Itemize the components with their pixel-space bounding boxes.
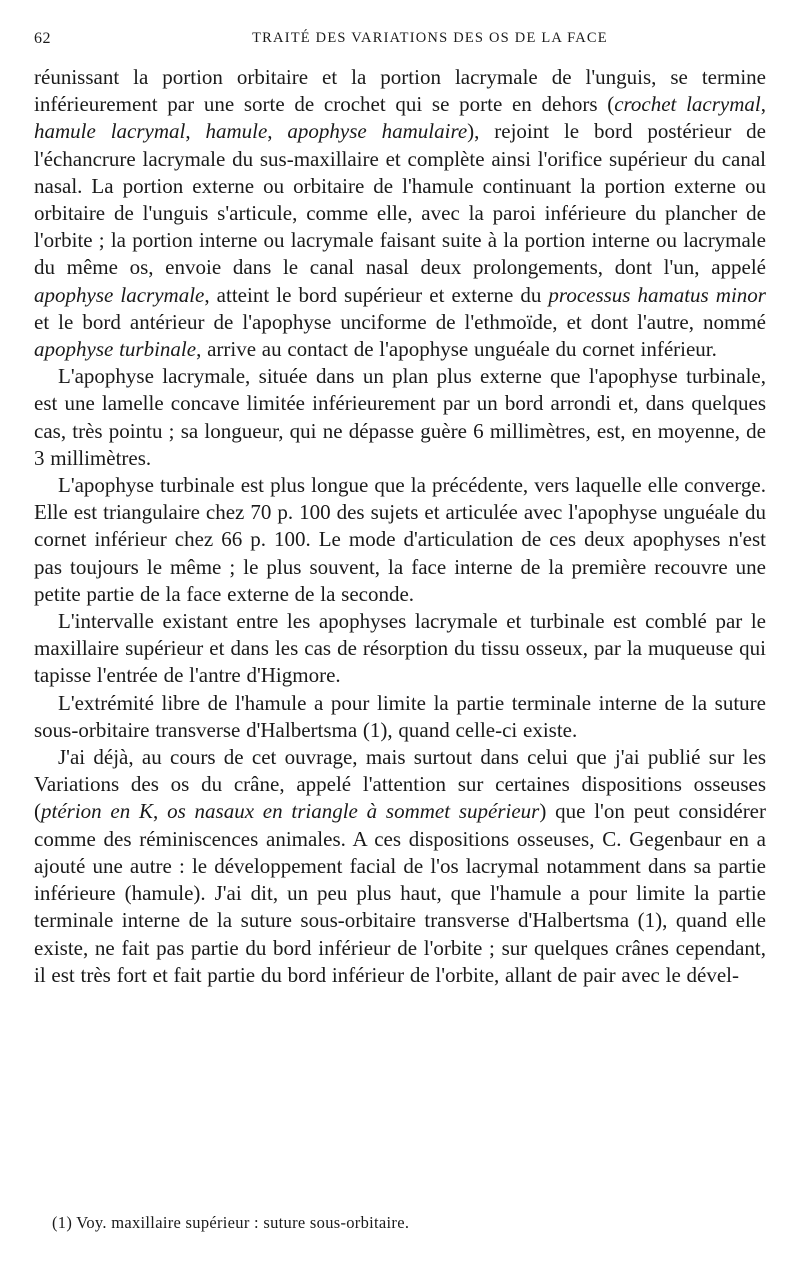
italic-term: processus hamatus minor [548, 282, 766, 307]
italic-term: os nasaux en triangle à sommet supérieur [167, 799, 540, 824]
italic-term: apophyse lacrymale [34, 282, 205, 307]
paragraph [34, 363, 766, 472]
paragraph [34, 472, 766, 608]
text-run: L'apophyse lacrymale, située dans un plan plus externe que l'apophyse turbinale, est une lamelle concave limitée inférieurement par un bord arrondi et, dans quelques cas, très pointu ; sa longueur, qui ne dépasse guère 6 millimètres, est, en moyenne, de 3 millimètres. [34, 364, 766, 470]
italic-term: crochet lacrymal [614, 92, 761, 117]
italic-term: apophyse turbinale [34, 337, 197, 362]
paragraph [34, 744, 766, 989]
text-run: J'ai déjà, au cours de cet ouvrage, mais surtout dans celui que j'ai publié sur les Variations des os du crâne, appelé l'attention sur certaines dispositions osseuses ( [34, 745, 766, 824]
text-run: L'extrémité libre de l'hamule a pour limite la partie terminale interne de la suture sous-orbitaire transverse d'Halbertsma (1), quand celle-ci existe. [34, 690, 766, 742]
text-run: , [267, 119, 288, 144]
text-run: L'apophyse turbinale est plus longue que la précédente, vers laquelle elle converge. Elle est triangulaire chez 70 p. 100 des sujets et articulée avec l'apophyse unguéale du cornet inférieur chez 66 p. 100. Le mode d'articulation de ces deux apophyses n'est pas toujours le même ; le plus souvent, la face interne de la première recouvre une petite partie de la face externe de la seconde. [34, 473, 766, 606]
text-run: et le bord antérieur de l'apophyse unciforme de l'ethmoïde, et dont l'autre, nommé [34, 309, 766, 334]
italic-term: hamule lacrymal [34, 119, 186, 144]
text-run: ) que l'on peut considérer comme des réminiscences animales. A ces dispositions osseuses, C. Gegenbaur en a ajouté une autre : le développement facial de l'os lacrymal notamment dans sa partie inférieure (hamule). J'ai dit, un peu plus haut, que l'hamule a pour limite la partie terminale interne de la suture sous-orbitaire transverse d'Halbertsma (1), quand elle existe, ne fait pas partie du bord inférieur de l'orbite ; sur quelques crânes cependant, il est très fort et fait partie du bord inférieur de l'orbite, allant de pair avec le dével- [34, 799, 766, 987]
italic-term: apophyse hamulaire [287, 119, 468, 144]
paragraph [34, 690, 766, 744]
paragraph [34, 608, 766, 690]
footnote: (1) Voy. maxillaire supérieur : suture sous-orbitaire. [52, 1213, 410, 1232]
text-run: , [153, 799, 168, 824]
italic-term: hamule [205, 119, 268, 144]
italic-term: ptérion en K [41, 799, 154, 824]
page-number: 62 [34, 30, 51, 47]
text-run: réunissant la portion orbitaire et la portion lacrymale de l'unguis, se termine inférieurement par une sorte de crochet qui se porte en dehors ( [34, 65, 766, 117]
text-run: , [760, 92, 766, 117]
running-title: TRAITÉ DES VARIATIONS DES OS DE LA FACE [252, 30, 608, 46]
text-run: L'intervalle existant entre les apophyses lacrymale et turbinale est comblé par le maxillaire supérieur et dans les cas de résorption du tissu osseux, par la muqueuse qui tapisse l'entrée de l'antre d'Higmore. [34, 609, 766, 688]
text-run: ), rejoint le bord postérieur de l'échancrure lacrymale du sus-maxillaire et complète ainsi l'orifice supérieur du canal nasal. La portion externe ou orbitaire de l'hamule continuant la portion externe ou orbitaire de l'unguis s'articule, comme elle, avec la paroi inférieure du plancher de l'orbite ; la portion interne ou lacrymale faisant suite à la portion interne ou lacrymale du même os, envoie dans le canal nasal deux prolongements, dont l'un, appelé [34, 119, 766, 280]
paragraph [34, 64, 766, 363]
text-run: , [185, 119, 206, 144]
page-header [34, 30, 766, 52]
text-run: , atteint le bord supérieur et externe du [204, 282, 549, 307]
text-run: , arrive au contact de l'apophyse unguéale du cornet inférieur. [196, 337, 717, 362]
body-text [34, 64, 766, 989]
